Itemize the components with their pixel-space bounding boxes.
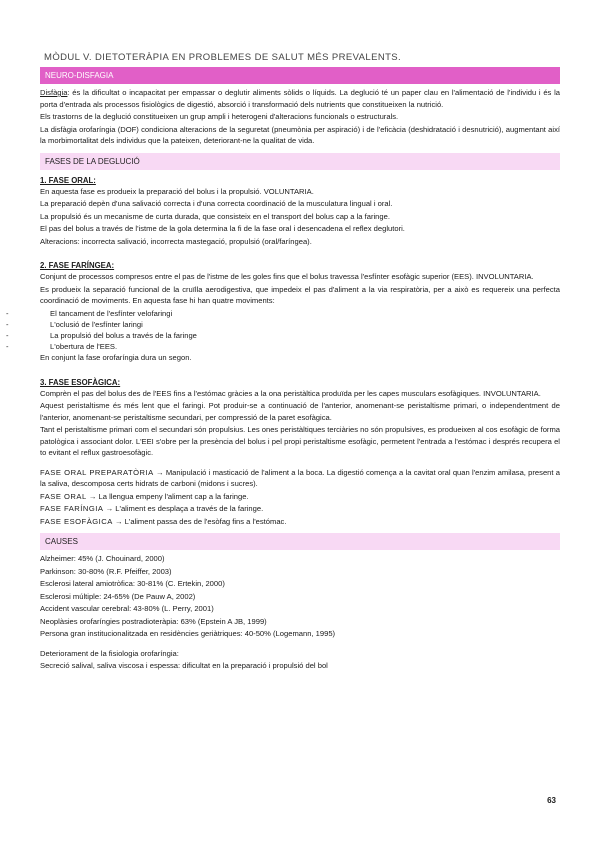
fase-oral-line-4: El pas del bolus a través de l'istme de la gola determina la fi de la fase oral i desencadena el reflex deglutori. bbox=[40, 224, 405, 233]
list-item: - El tancament de l'esfínter velofaringi bbox=[40, 308, 560, 319]
cause-item: Alzheimer: 45% (J. Chouinard, 2000) bbox=[40, 554, 165, 564]
cause-item: Esclerosi múltiple: 24-65% (De Pauw A, 2002) bbox=[40, 591, 196, 601]
deterioration-title: Deteriorament de la fisiologia orofaríngia: bbox=[40, 648, 179, 658]
intro-text-1: : és la dificultat o incapacitat per empassar o deglutir aliments sòlids o líquids. La deglució té un paper clau en l'alimentació de l'individu i és la porta d'entrada als processos fisiològics de digestió, absorció i transformació dels nutrients que constitueixen la nutrició. bbox=[40, 88, 560, 109]
cause-item: Accident vascular cerebral: 43-80% (L. Perry, 2001) bbox=[40, 604, 214, 614]
fase-faringea-list bbox=[40, 308, 560, 353]
cause-item: Esclerosi lateral amiotròfica: 30-81% (C. Ertekin, 2000) bbox=[40, 579, 225, 589]
fase-esofagica-title: 3. FASE ESOFÀGICA: bbox=[40, 377, 121, 387]
fase-oral-line-1: En aquesta fase es produeix la preparació del bolus i la propulsió. VOLUNTARIA. bbox=[40, 186, 314, 196]
list-item: - La propulsió del bolus a través de la faringe bbox=[40, 330, 560, 341]
section-header-fases: FASES DE LA DEGLUCIÓ bbox=[40, 153, 560, 170]
list-item: - L'obertura de l'EES. bbox=[40, 341, 560, 352]
fase-faringea-paragraph-3: En conjunt la fase orofaríngia dura un segon. bbox=[40, 353, 192, 363]
fase-esofagica-paragraph-1: Comprèn el pas del bolus des de l'EES fins a l'estómac gràcies a la ona peristàltica produïda per les capes musculars esofàgiques. INVOLUNTARIA. bbox=[40, 388, 541, 398]
list-item: - L'oclusió de l'esfínter laringi bbox=[40, 319, 560, 330]
cause-item: Persona gran institucionalitzada en residències geriàtriques: 40-50% (Logemann, 1995) bbox=[40, 629, 336, 639]
intro-paragraph-2: Els trastorns de la deglució constitueixen un grup ampli i heterogeni d'alteracions funcionals o estructurals. bbox=[40, 112, 399, 121]
fase-esofagica-paragraph-3: Tant el peristaltisme primari com el secundari són propulsius. Les ones peristàltiques terciàries no són propulsives, es produeixen al cos esofàgic de forma patològica i associant dolor. L'EEI s'obre per la presència del bolus i pel propi peristaltisme esofàgic, permetent l'entrada a l'estómac i després recupera el to evitant el reflux gastroesofàgic. bbox=[40, 425, 560, 458]
page-number: 63 bbox=[547, 796, 556, 805]
section-header-neuro-disfagia: NEURO-DISFAGIA bbox=[40, 67, 560, 84]
summary-line-2: FASE ORAL → La llengua empeny l'aliment cap a la faringe. bbox=[40, 491, 249, 501]
deterioration-line: Secreció salival, saliva viscosa i espessa: dificultat en la preparació i propulsió del bol bbox=[40, 661, 328, 671]
fase-faringea-title: 2. FASE FARÍNGEA: bbox=[40, 261, 115, 270]
module-title: MÒDUL V. DIETOTERÀPIA EN PROBLEMES DE SALUT MÉS PREVALENTS. bbox=[44, 52, 402, 63]
document-page bbox=[40, 52, 560, 673]
fase-faringea-paragraph-1: Conjunt de processos compresos entre el pas de l'istme de les goles fins que el bolus travessa l'esfínter esofàgic superior (EES). INVOLUNTARIA. bbox=[40, 272, 534, 281]
cause-item: Neoplàsies orofaríngies postradioteràpia: 63% (Epstein A JB, 1999) bbox=[40, 616, 267, 626]
fase-esofagica-paragraph-2: Aquest peristaltisme és més lent que el faringi. Pot produir-se a continuació de l'anterior, anomenant-se peristaltisme primari, o independentment de l'anterior, anomenant-se peristaltisme secundari, per compressió de la paret esofàgica. bbox=[40, 401, 560, 422]
summary-line-4: FASE ESOFÀGICA → L'aliment passa des de l'esòfag fins a l'estómac. bbox=[40, 516, 287, 526]
fase-oral-line-5: Alteracions: incorrecta salivació, incorrecta mastegació, propulsió (oral/faríngea). bbox=[40, 236, 312, 246]
fase-oral-line-2: La preparació depèn d'una salivació correcta i d'una correcta coordinació de la musculatura lingual i oral. bbox=[40, 199, 393, 208]
intro-paragraph-1 bbox=[40, 87, 560, 110]
intro-paragraph-3: La disfàgia orofaríngia (DOF) condiciona alteracions de la seguretat (pneumònia per aspiració) i de l'eficàcia (deshidratació i desnutrició), augmentant així la morbimortalitat dels individus que la pateixen, deteriorant-ne la qualitat de vida. bbox=[40, 124, 560, 145]
term-disfagia: Disfàgia bbox=[40, 88, 68, 97]
summary-line-1: FASE ORAL PREPARATÒRIA → Manipulació i masticació de l'aliment a la boca. La digestió comença a la cavitat oral quan l'enzim amilasa, present a la saliva, descomposa certs hidrats de carboni (midons i sucres). bbox=[40, 467, 561, 489]
fase-faringea-paragraph-2: Es produeix la separació funcional de la cruïlla aerodigestiva, que impedeix el pas d'aliment a la via respiratòria, per a això es requereix una perfecta coordinació de moviments. En aquesta fase hi han quatre moviments: bbox=[40, 284, 560, 305]
fase-oral-title: 1. FASE ORAL: bbox=[40, 175, 96, 185]
fase-oral-line-3: La propulsió és un mecanisme de curta durada, que consisteix en el transport del bolus cap a la faringe. bbox=[40, 211, 390, 221]
section-header-causes: CAUSES bbox=[40, 533, 560, 550]
cause-item: Parkinson: 30-80% (R.F. Pfeiffer, 2003) bbox=[40, 566, 172, 576]
summary-line-3: FASE FARÍNGIA → L'aliment es desplaça a través de la faringe. bbox=[40, 504, 264, 514]
